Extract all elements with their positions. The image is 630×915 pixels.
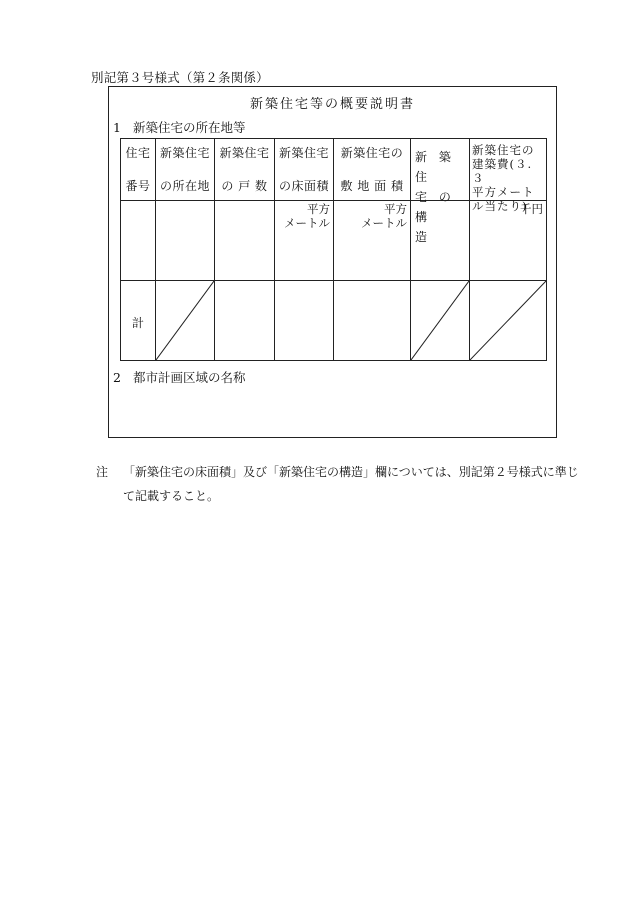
total-site-area[interactable] bbox=[334, 281, 411, 361]
cell-house-number[interactable] bbox=[121, 201, 156, 281]
cell-location[interactable] bbox=[156, 201, 215, 281]
header-site-area: 新築住宅の 敷 地 面 積 bbox=[334, 139, 411, 201]
cell-structure[interactable] bbox=[411, 201, 470, 281]
note-mark: 注 bbox=[96, 465, 109, 479]
cost-unit: 千円 bbox=[520, 202, 543, 216]
section-2-number: 2 bbox=[113, 370, 121, 385]
section-2-heading bbox=[113, 368, 246, 386]
diagonal-strike bbox=[470, 281, 546, 360]
section-2-label: 都市計画区域の名称 bbox=[133, 370, 246, 385]
document-title: 新築住宅等の概要説明書 bbox=[249, 97, 415, 112]
section-1-number: 1 bbox=[113, 120, 121, 135]
header-house-number: 住宅 番号 bbox=[121, 139, 156, 201]
total-unit-count[interactable] bbox=[215, 281, 275, 361]
note-text: 「新築住宅の床面積」及び「新築住宅の構造」欄については、別記第２号様式に準じて記載すること。 bbox=[123, 465, 579, 503]
header-construction-cost: 新築住宅の 建築費(３.３ 平方メート ル当たり) bbox=[470, 139, 547, 201]
diagonal-strike bbox=[411, 281, 469, 360]
cell-construction-cost[interactable] bbox=[470, 201, 547, 281]
total-floor-area[interactable] bbox=[275, 281, 334, 361]
header-unit-count: 新築住宅 の 戸 数 bbox=[215, 139, 275, 201]
section-1-heading bbox=[113, 118, 246, 136]
diagonal-strike bbox=[156, 281, 214, 360]
cell-site-area[interactable] bbox=[334, 201, 411, 281]
header-floor-area: 新築住宅 の床面積 bbox=[275, 139, 334, 201]
total-label: 計 bbox=[131, 316, 144, 330]
floor-area-unit: 平方 メートル bbox=[284, 202, 330, 230]
table-total-row bbox=[121, 281, 547, 361]
total-cost-struck bbox=[470, 281, 547, 361]
header-structure: 新 築 住 宅 の 構 造 bbox=[411, 139, 470, 201]
total-location-struck bbox=[156, 281, 215, 361]
total-structure-struck bbox=[411, 281, 470, 361]
housing-table bbox=[120, 138, 547, 361]
table-row bbox=[121, 201, 547, 281]
header-location: 新築住宅 の所在地 bbox=[156, 139, 215, 201]
footnote bbox=[96, 460, 582, 508]
section-1-label: 新築住宅の所在地等 bbox=[133, 120, 246, 135]
form-header: 別記第３号様式（第２条関係） bbox=[91, 70, 269, 85]
site-area-unit: 平方 メートル bbox=[361, 202, 407, 230]
total-label-cell bbox=[121, 281, 156, 361]
table-header-row bbox=[121, 139, 547, 201]
cell-floor-area[interactable] bbox=[275, 201, 334, 281]
cell-unit-count[interactable] bbox=[215, 201, 275, 281]
